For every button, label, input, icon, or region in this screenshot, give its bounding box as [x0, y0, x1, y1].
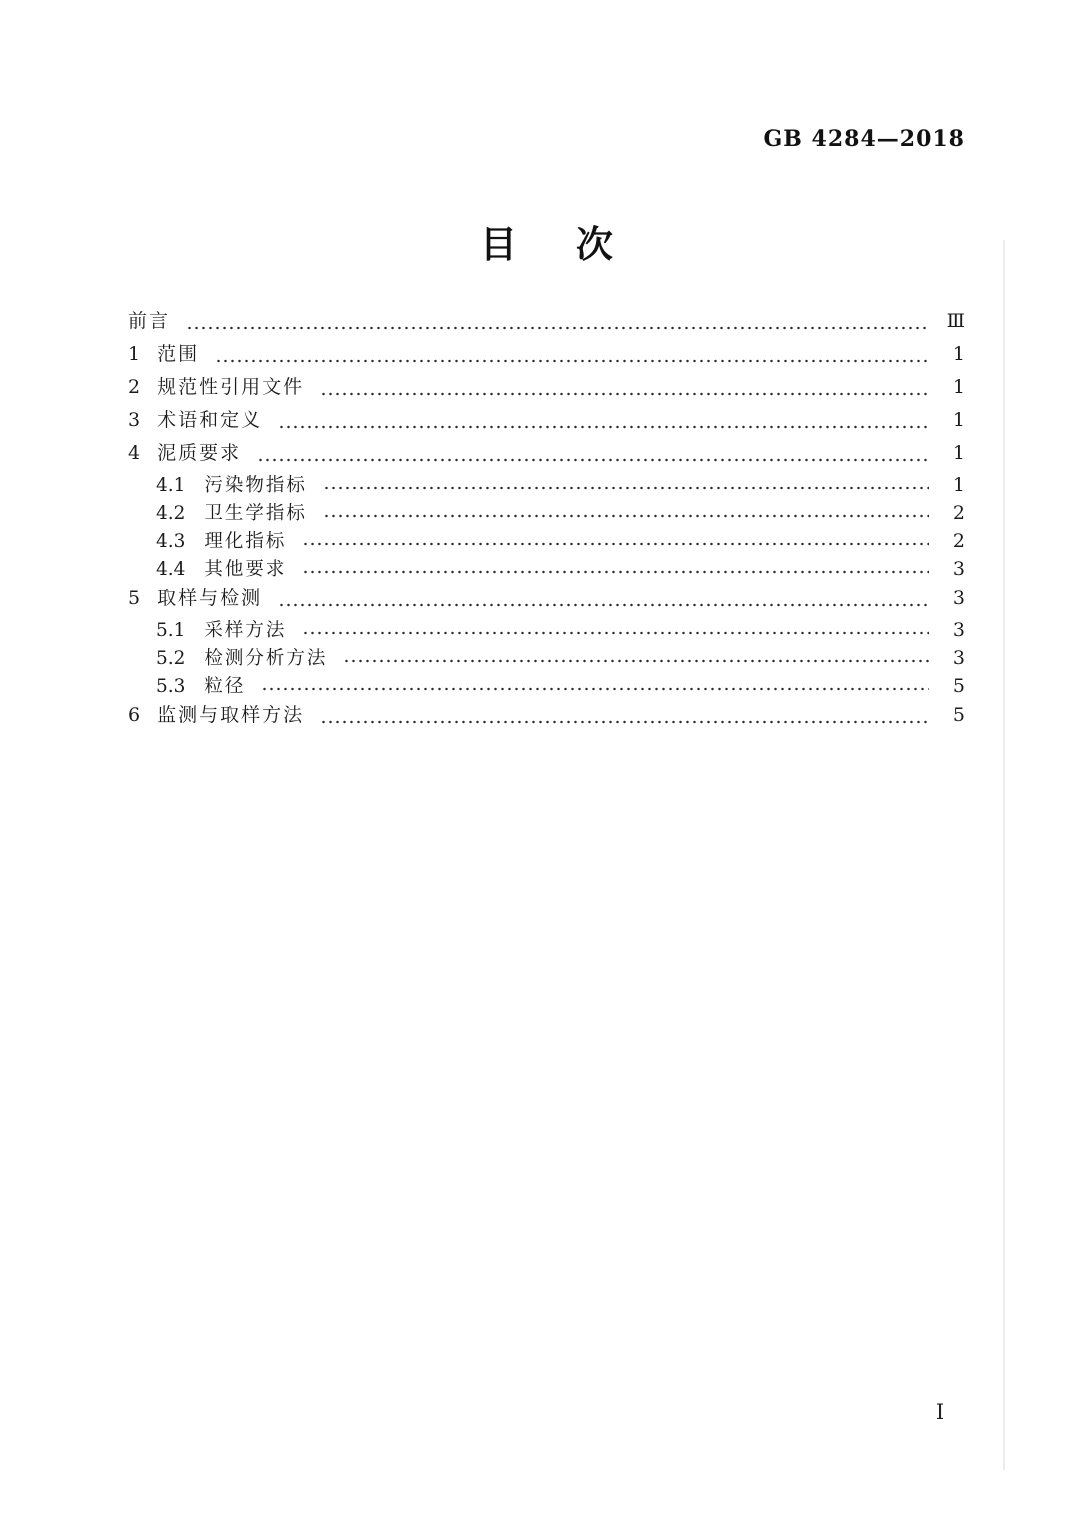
toc-entry-page: 3 — [952, 558, 965, 580]
toc-entry — [128, 644, 965, 672]
toc-entry-page: 1 — [952, 376, 965, 398]
toc-entry — [128, 527, 965, 555]
toc-entry-label: 理化指标 — [204, 531, 287, 552]
standard-code-header: GB 4284—2018 — [763, 126, 965, 152]
toc-entry-number: 5.1 — [156, 620, 186, 641]
toc-entry-label: 范围 — [157, 343, 200, 365]
toc-entry — [128, 555, 965, 583]
toc-leader-dots — [278, 420, 929, 434]
toc-entry-number: 5.2 — [156, 648, 186, 669]
toc-leader-dots — [215, 354, 929, 368]
toc-entry-label: 污染物指标 — [204, 475, 307, 496]
toc-leader-dots — [257, 453, 929, 467]
toc-entry-label: 术语和定义 — [157, 409, 263, 431]
toc-entry-page: Ⅲ — [946, 310, 965, 332]
toc-entry-page: 1 — [952, 409, 965, 431]
toc-entry-label: 规范性引用文件 — [157, 376, 305, 398]
toc-leader-dots — [323, 481, 929, 495]
toc-entry-page: 2 — [952, 502, 965, 524]
toc-entry-number: 4.1 — [156, 475, 186, 496]
toc-entry-label: 粒径 — [204, 676, 246, 697]
toc-entry-number: 4.4 — [156, 559, 186, 580]
toc-leader-dots — [343, 654, 929, 668]
toc-entry-number: 5 — [128, 587, 141, 609]
footer-page-number: Ⅰ — [935, 1400, 945, 1424]
toc-leader-dots — [261, 682, 929, 696]
toc-entry-number: 6 — [128, 704, 141, 726]
toc-leader-dots — [302, 565, 929, 579]
toc-entry-number: 4.3 — [156, 531, 186, 552]
toc-entry — [128, 438, 965, 471]
page-title: 目 次 — [480, 222, 613, 266]
toc-entry — [128, 306, 965, 339]
toc-entry-number: 3 — [128, 409, 141, 431]
toc-entry-page: 5 — [952, 704, 965, 726]
toc-entry — [128, 583, 965, 616]
toc-entry — [128, 372, 965, 405]
toc-entry — [128, 339, 965, 372]
toc-leader-dots — [278, 598, 929, 612]
toc-entry — [128, 499, 965, 527]
toc-entry-label: 采样方法 — [204, 620, 287, 641]
toc-entry-label: 卫生学指标 — [204, 503, 307, 524]
toc-entry-page: 1 — [952, 474, 965, 496]
toc-entry-page: 3 — [952, 619, 965, 641]
toc-entry-number: 5.3 — [156, 676, 186, 697]
toc-entry-label: 其他要求 — [204, 559, 287, 580]
toc-entry-label: 检测分析方法 — [204, 648, 328, 669]
toc-entry-label: 监测与取样方法 — [157, 704, 305, 726]
toc-entry-page: 5 — [952, 675, 965, 697]
toc-entry-label: 前言 — [128, 310, 171, 332]
toc-entry-page: 1 — [952, 343, 965, 365]
toc-entry — [128, 700, 965, 733]
toc-entry — [128, 405, 965, 438]
toc-leader-dots — [302, 537, 929, 551]
toc-entry — [128, 616, 965, 644]
toc-leader-dots — [323, 509, 929, 523]
toc-entry-page: 3 — [952, 647, 965, 669]
toc-entry — [128, 471, 965, 499]
toc-list — [128, 306, 965, 733]
toc-entry-page: 2 — [952, 530, 965, 552]
toc-entry-page: 3 — [952, 587, 965, 609]
scan-artifact-line — [1003, 240, 1005, 1470]
toc-entry-number: 1 — [128, 343, 141, 365]
toc-entry-number: 2 — [128, 376, 141, 398]
toc-entry-number: 4.2 — [156, 503, 186, 524]
toc-entry-number: 4 — [128, 442, 141, 464]
toc-leader-dots — [302, 626, 929, 640]
toc-leader-dots — [320, 715, 929, 729]
toc-entry — [128, 672, 965, 700]
toc-leader-dots — [186, 321, 929, 335]
toc-entry-label: 泥质要求 — [157, 442, 242, 464]
toc-entry-label: 取样与检测 — [157, 587, 263, 609]
toc-leader-dots — [320, 387, 929, 401]
toc-entry-page: 1 — [952, 442, 965, 464]
